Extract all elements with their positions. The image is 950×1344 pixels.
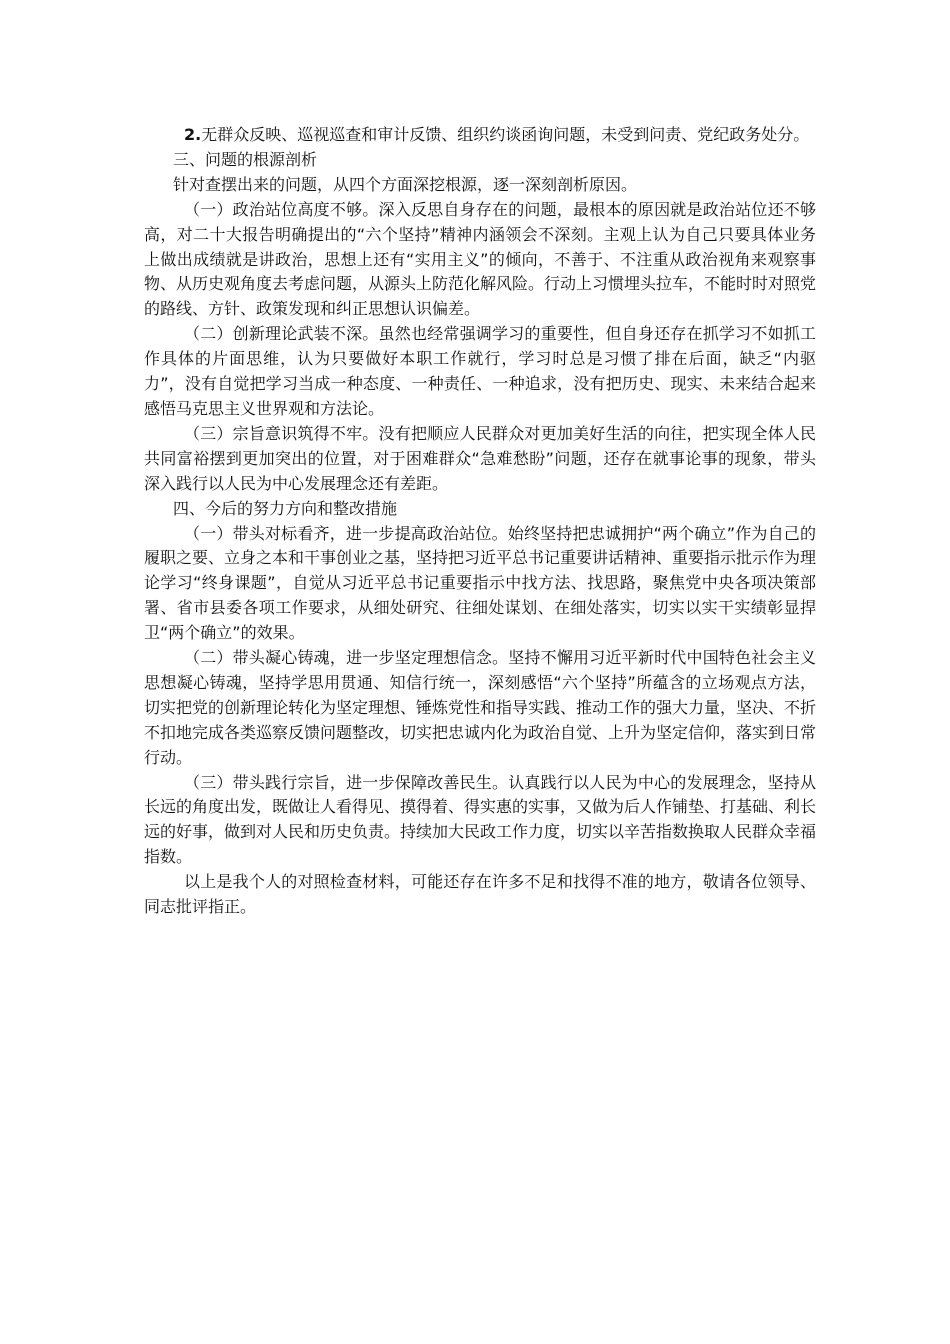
item-2-paragraph [144,123,816,148]
section-4-paragraph-1: （一）带头对标看齐，进一步提高政治站位。始终坚持把忠诚拥护“两个确立”作为自己的履职之要、立身之本和干事创业之基，坚持把习近平总书记重要讲话精神、重要指示批示作为理论学习“终身课题”，自觉从习近平总书记重要指示中找方法、找思路，聚焦党中央各项决策部署、省市县委各项工作要求，从细处研究、往细处谋划、在细处落实，切实以实干实绩彰显捍卫“两个确立”的效果。 [144,523,817,643]
section-4-paragraph-2: （二）带头凝心铸魂，进一步坚定理想信念。坚持不懈用习近平新时代中国特色社会主义思想凝心铸魂，坚持学思用贯通、知信行统一，深刻感悟“六个坚持”所蕴含的立场观点方法，切实把党的创新理论转化为坚定理想、锤炼党性和指导实践、推动工作的强大力量，坚决、不折不扣地完成各类巡察反馈问题整改，切实把忠诚内化为政治自觉、上升为坚定信仰，落实到日常行动。 [144,648,817,767]
document-body [144,123,816,920]
section-3-paragraph-1: （一）政治站位高度不够。深入反思自身存在的问题，最根本的原因就是政治站位还不够高，对二十大报告明确提出的“六个坚持”精神内涵领会不深刻。主观上认为自己只要具体业务上做出成绩就是讲政治，思想上还有“实用主义”的倾向，不善于、不注重从政治视角来观察事物、从历史观角度去考虑问题，从源头上防范化解风险。行动上习惯埋头拉车，不能时时对照党的路线、方针、政策发现和纠正思想认识偏差。 [144,199,817,319]
section-4-heading: 四、今后的努力方向和整改措施 [173,498,398,518]
item-2-number: 2. [184,125,202,144]
item-2-text: 无群众反映、巡视巡查和审计反馈、组织约谈函询问题，未受到问责、党纪政务处分。 [201,125,810,144]
section-4-paragraph-3: （三）带头践行宗旨，进一步保障改善民生。认真践行以人民为中心的发展理念，坚持从长远的角度出发，既做让人看得见、摸得着、得实惠的实事，又做为后人作铺垫、打基础、利长远的好事，做到对人民和历史负责。持续加大民政工作力度，切实以辛苦指数换取人民群众幸福指数。 [144,772,817,867]
section-3-heading: 三、问题的根源剖析 [173,149,318,169]
section-3-paragraph-3: （三）宗旨意识筑得不牢。没有把顺应人民群众对更加美好生活的向往，把实现全体人民共同富裕摆到更加突出的位置，对于困难群众“急难愁盼”问题，还存在就事论事的现象，带头深入践行以人民为中心发展理念还有差距。 [144,423,816,493]
section-3-intro: 针对查摆出来的问题，从四个方面深挖根源，逐一深刻剖析原因。 [173,174,638,194]
closing-paragraph: 以上是我个人的对照检查材料，可能还存在许多不足和找得不准的地方，敬请各位领导、同志批评指正。 [144,872,816,917]
section-3-paragraph-2: （二）创新理论武装不深。虽然也经常强调学习的重要性，但自身还存在抓学习不如抓工作具体的片面思维，认为只要做好本职工作就行，学习时总是习惯了排在后面，缺乏“内驱力”，没有自觉把学习当成一种态度、一种责任、一种追求，没有把历史、现实、未来结合起来感悟马克思主义世界观和方法论。 [144,324,816,418]
